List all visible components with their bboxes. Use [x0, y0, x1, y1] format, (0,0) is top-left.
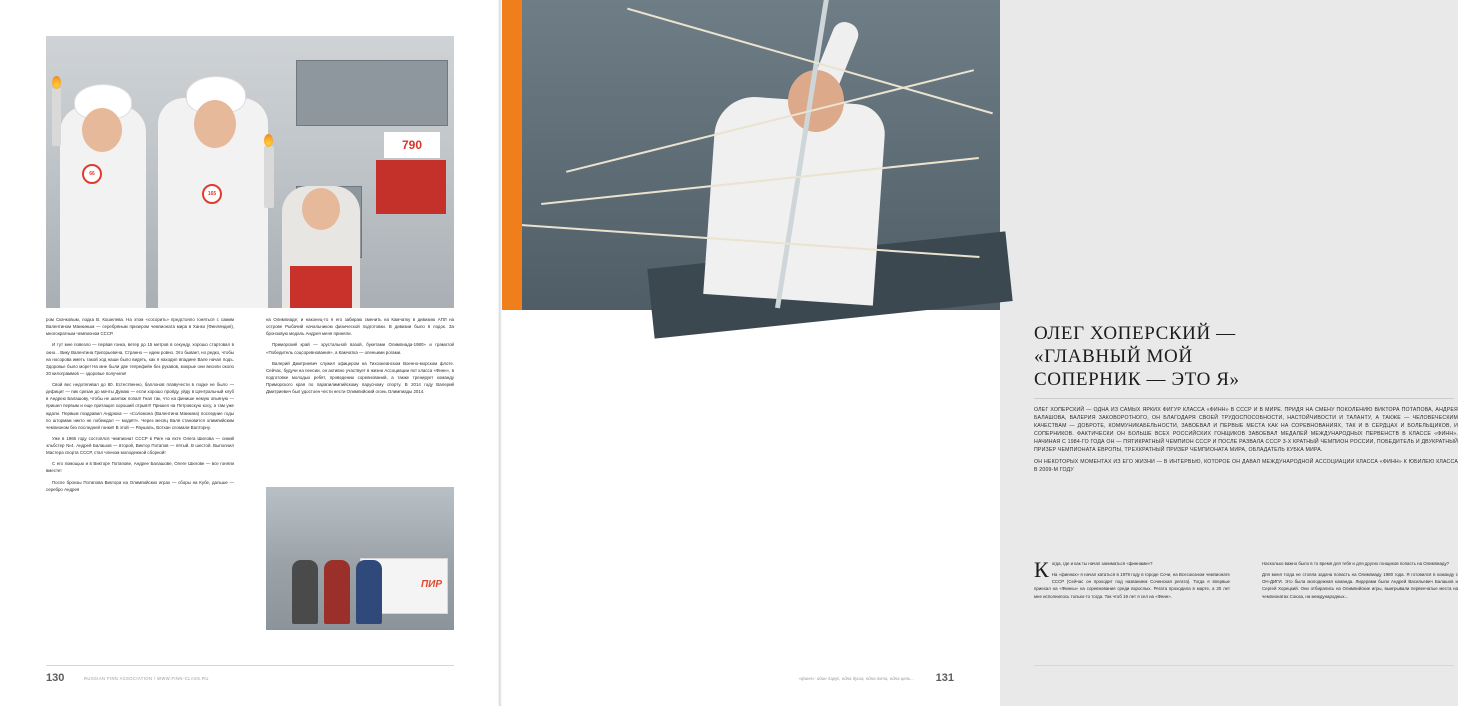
title-line-3: СОПЕРНИК — ЭТО Я»: [1034, 369, 1240, 391]
article-title: [1034, 322, 1354, 392]
bib-number-center: 165: [202, 184, 222, 204]
red-folder: [290, 266, 352, 308]
drop-cap: К: [1034, 557, 1049, 582]
face-center: [194, 100, 236, 148]
page-gutter: [498, 0, 502, 706]
question-text: Насколько важно было в то время для тебя и для других гонщиков попасть на Олимпиаду?: [1262, 561, 1450, 566]
paragraph: С его помощью и в Викторе Потапове, Андрее Балашове, Олеге Шилове — все гоняли вместе!: [46, 461, 234, 474]
face-left: [82, 108, 122, 152]
standfirst-paragraph: ОЛЕГ ХОПЕРСКИЙ — ОДНА ИЗ САМЫХ ЯРКИХ ФИГУР КЛАССА «ФИНН» В СССР И В МИРЕ. ПРИДЯ НА СМЕНУ ПОКОЛЕНИЮ ВИКТОРА ПОТАПОВА, АНДРЕЯ БАЛАШОВА, ВАЛЕРИЯ ЗАКОВОРОТНОГО, ОН БЛАГОДАРЯ СВОЕЙ ТРУДОСПОСОБНОСТИ, НАСТОЙЧИВОСТИ И ТАЛАНТУ, А ТАКЖЕ — ЧЕЛОВЕЧЕСКИМ КАЧЕСТВАМ — ДОБРОТЕ, КОММУНИКАБЕЛЬНОСТИ, ЗАВОЕВАЛ И ПЕРВЫЕ МЕСТА КАК НА СОРЕВНОВАНИЯХ, ТАК И В СЕРДЦАХ И БОЛЕЛЬЩИКОВ, И СОПЕРНИКОВ. ФАКТИЧЕСКИ ОН БОЛЬШЕ ВСЕХ РОССИЙСКИХ ГОНЩИКОВ ЗАВОЕВАЛ МЕДАЛЕЙ МЕЖДУНАРОДНЫХ ПЕРВЕНСТВ В КЛАССЕ «ФИНН». НАЧИНАЯ С 1984-ГО ГОДА ОН — ПЯТИКРАТНЫЙ ЧЕМПИОН СССР И ПОСЛЕ РАЗВАЛА СССР 3-Х КРАТНЫЙ ЧЕМПИОН РОССИИ, ПОБЕДИТЕЛЬ И ДВУКРАТНЫЙ ПРИЗЕР ЧЕМПИОНАТА ЕВРОПЫ, ТРЕХКРАТНЫЙ ПРИЗЕР ЧЕМПИОНАТА МИРА, ОБЛАДАТЕЛЬ КУБКА МИРА.: [1034, 407, 1458, 454]
paragraph: на Олимпиаде; и наконец-то я его забираю сменить на Камчатку в дивизию АПЛ на острове Рыбачий начальником физической подготовки. В дивизии было 6 лодок. За бронзовую медаль Андрея меня приняли.: [266, 317, 454, 337]
left-page: [0, 0, 500, 706]
left-column-2: [266, 316, 454, 399]
title-divider: [1034, 398, 1454, 399]
bib-number-left: 66: [82, 164, 102, 184]
person-2: [324, 560, 350, 624]
accent-bar: [500, 0, 522, 310]
title-line-1: ОЛЕГ ХОПЕРСКИЙ —: [1034, 323, 1236, 344]
paragraph: И тут мне повезло — первая гонка, ветер до 15 метров в секунду, хорошо стартовал в окно... Вику Валентина Григорьевича. Странно — идем ровно. Это бывает, но редко, чтобы на носорова иметь такой ход наши было видеть, как я находил впадине Вале начал подъ. Здоровье было море! На мне были две тепрефейн без рукавов, мокрые они весили около 20 килограммов — здоровье получили!: [46, 342, 234, 376]
paragraph: После бронзы Потапова Виктора на Олимпийских играх — сборы на Кубе, дальше — серебро Андрея: [46, 479, 234, 492]
right-footer-text: «финн»: один парус, одна душа, одна яхта, одна цель...: [798, 676, 914, 681]
right-column-1: [1034, 557, 1230, 604]
sailor-figure: [670, 30, 920, 310]
group-at-trailer-photo: [266, 487, 454, 630]
paragraph: Уже в 1966 году состоялся чемпионат СССР в Риге на яхте Олега Шилова — синий эльбстер №4. Андрей Балашов — второй, Виктор Потапов — пятый. В шестой. Выполнил Мастера спорта СССР, стал членом молодежной сборной!: [46, 435, 234, 456]
right-column-2: [1262, 560, 1458, 604]
flame-center-icon: [264, 134, 273, 147]
page-number-right: 131: [935, 672, 954, 684]
page-number-left: 130: [46, 672, 65, 684]
left-column-1: [46, 316, 234, 497]
question-text: огда, где и как ты начал заниматься «финнами»?: [1051, 561, 1153, 566]
paragraph: На «финнах» я начал кататься в 1979 году в городе Сочи, на Всесоюзном чемпионате СССР (Сейчас он проходит под названием Сочинская регата). Тогда я впервые приехал на «Финны» на соревнования среди взрослых. Регата проходила в марте, а 20 лет мне исполнилось только-то тогда. Так чтоб 19 лет я сел на «Финн».: [1034, 572, 1230, 599]
right-footer-divider: [1034, 665, 1454, 666]
paragraph: Приморский край — хрустальной вазой, букетами Олимпиада-1980» и грамотой «Победитель соцсоревнования», а Камчатка — оленьими рогами.: [266, 342, 454, 355]
left-footer-text: RUSSIAN FINN ASSOCIATION / WWW.FINN-CLASS.RU: [84, 676, 209, 681]
route-number-sign: 790: [384, 132, 440, 158]
person-1: [292, 560, 318, 624]
olympic-torch-relay-photo: [46, 36, 454, 308]
paragraph: Валерий Дмитриевич служил офицером на Тихоокеанском Военно-морском флоте. Сейчас, будучи на пенсии, он активно участвует в жизни Ассоциации яхт класса «Финн», в подготовке молодых ребят, проведении соревнований, а также тренирует команду Приморского края по парапилимпийскому парусному спорту. В 2014 году Валерий Дмитриевич был удостоен чести нести Олимпийский огонь Олимпиады 2014.: [266, 360, 454, 395]
standfirst-paragraph: ОН НЕКОТОРЫХ МОМЕНТАХ ИЗ ЕГО ЖИЗНИ — В ИНТЕРВЬЮ, КОТОРОЕ ОН ДАВАЛ МЕЖДУНАРОДНОЙ АССОЦИАЦИИ КЛАССА «ФИНН» К ЮБИЛЕЮ КЛАССА В 2009-М ГОДУ: [1034, 459, 1458, 474]
torch-left: [52, 88, 61, 146]
paragraph: ром Скачковым, лодка В. Кошелева. На этом «сосорить» предстояло гоняться с самим Валентином Манкиным — серебряным призером чемпионата мира в Ханко (Финляндия), многократным чемпионом СССР.: [46, 317, 234, 337]
paragraph: Для меня тогда не стояла задача попасть на Олимпиаду 1980 года. Я готовился в команду с ОН-ДИГИ. Это была молодежная команда. Лидерами были Андрей Васильевич Балашов и Сергей Хорецкий. Они отбирались на Олимпийские игры, выигрывали первенчатые места на чемпионатах Союза, на международных...: [1262, 572, 1458, 599]
person-3: [356, 560, 382, 624]
flame-left-icon: [52, 76, 61, 89]
paragraph-with-dropcap: [1034, 557, 1230, 582]
article-standfirst: [1034, 406, 1458, 479]
torch-center: [264, 146, 274, 208]
right-body-columns: [1034, 557, 1458, 670]
oleg-khopersky-sailing-photo: [500, 0, 1000, 310]
face-right: [302, 188, 340, 230]
paragraph: Свой вес недотягивал до 80. Естественно, баллонов плавучести в лодке не было — дефицит — пик срезан до мачты Думаю — если хорошо пройду, уйду в Центральный клуб в Андрею Балашову, чтобы не шантаж попал! Гнал так, что на финише немую опьяную — пришел первым и еще притащил хороший отрыв!!! Пришел на Петровскую косу, а там уже ждали. Первым поздравил Андрюха — «Соломона (Валентина Манкина) последние годы по штормам никто не побеждал — моди!!!». Через месяц Валя становится олимпийским чемпионом без последней гонки!! В этой — Раушаль, Вотхан сломали Валторну.: [46, 382, 234, 430]
red-panel: [376, 160, 446, 214]
bus-window-1: [296, 60, 448, 126]
left-footer-divider: [46, 665, 454, 666]
trailer-label: ПИР: [420, 579, 442, 590]
title-line-2: «ГЛАВНЫЙ МОЙ: [1034, 346, 1193, 368]
